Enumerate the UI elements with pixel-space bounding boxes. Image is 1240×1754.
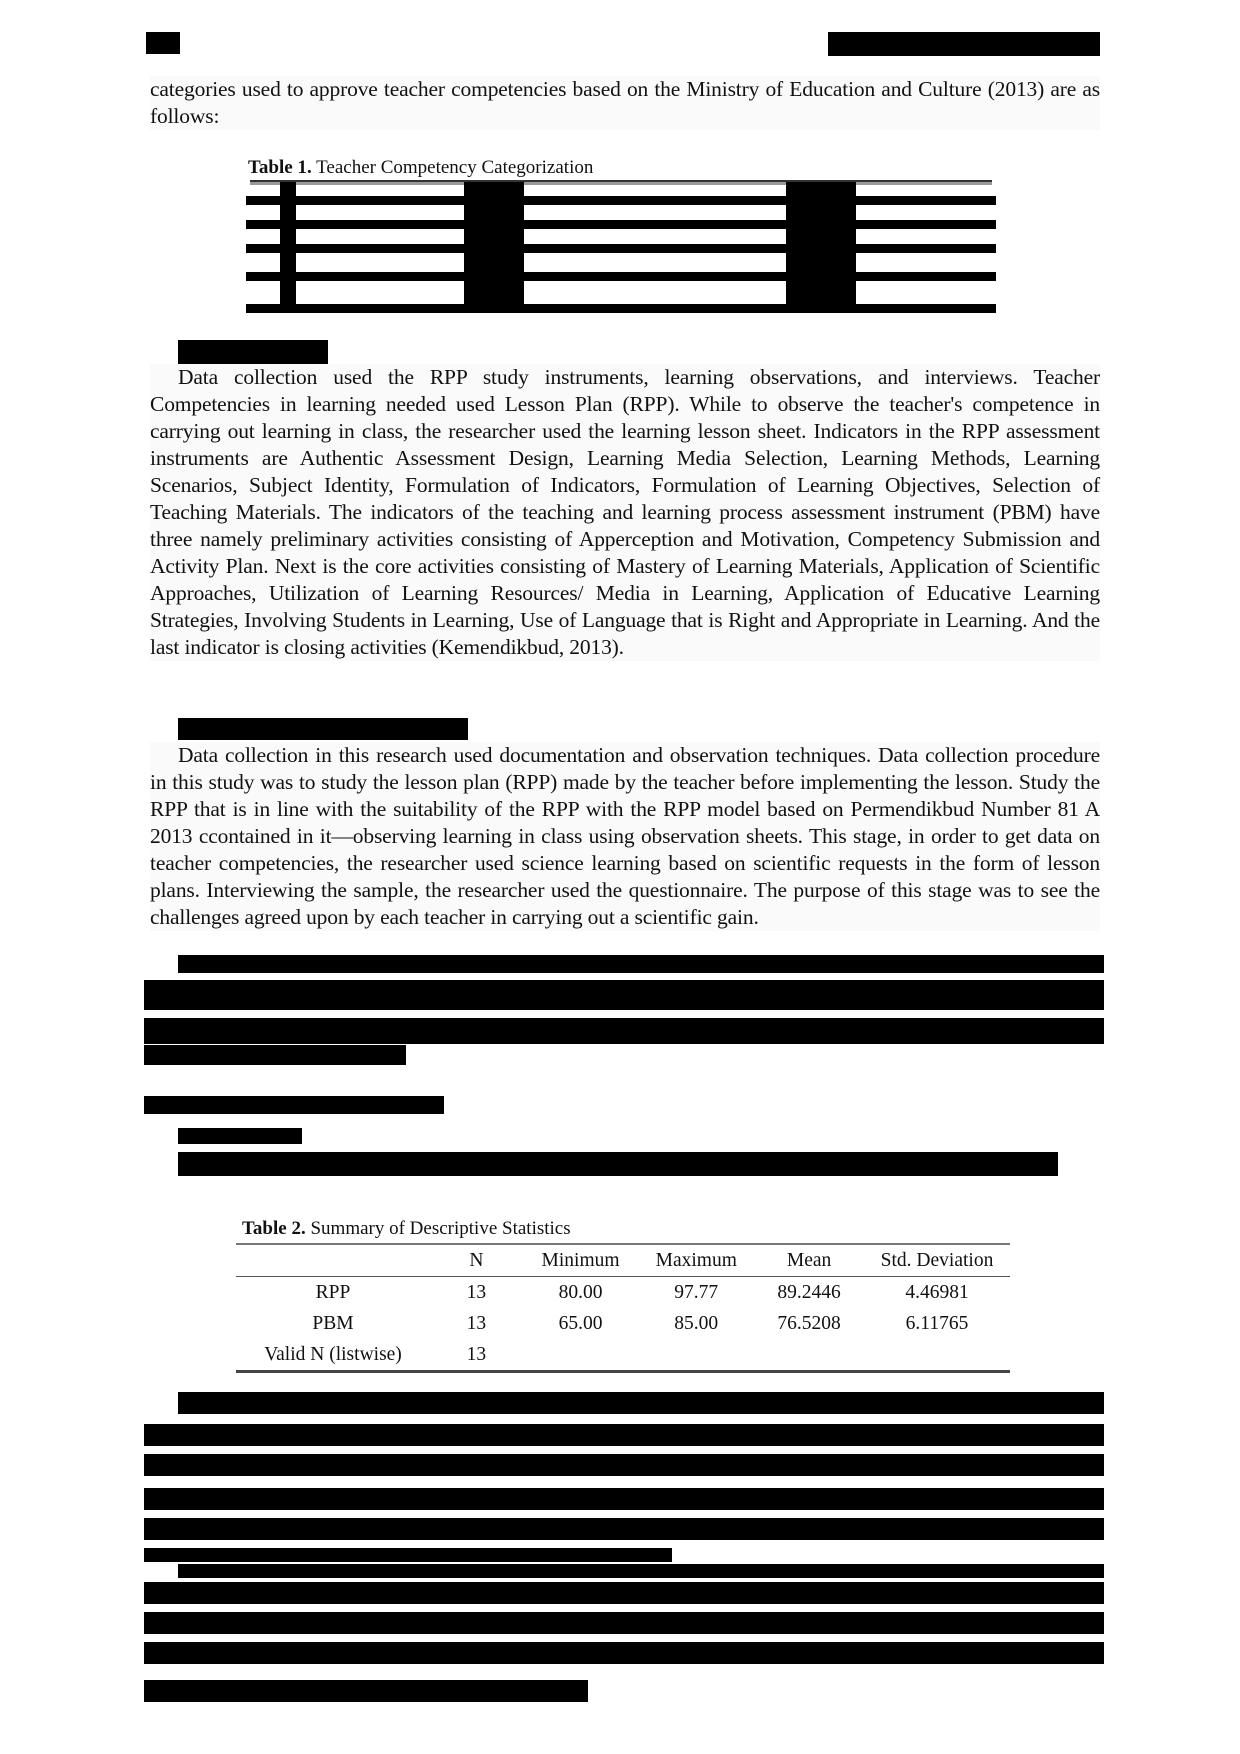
table-row (236, 1308, 1010, 1339)
collection-paragraph: Data collection in this research used documentation and observation techniques. Data collection procedure in this study was to study the lesson plan (RPP) made by the teacher before implementing the lesson. Study the RPP that is in line with the suitability of the RPP with the RPP model based on Permendikbud Number 81 A 2013 ccontained in it—observing learning in class using observation sheets. This stage, in order to get data on teacher competencies, the researcher used science learning based on scientific requests in the form of lesson plans. Interviewing the sample, the researcher used the questionnaire. The purpose of this stage was to see the challenges agreed upon by each teacher in carrying out a scientific gain. (150, 743, 1100, 929)
table2-caption-label: Table 2. (242, 1218, 306, 1239)
col-header-mean: Mean (754, 1244, 864, 1277)
table1-body-redacted (246, 182, 996, 315)
col-header-maximum: Maximum (638, 1244, 754, 1277)
col-header-n: N (430, 1244, 523, 1277)
table-row (236, 1277, 1010, 1309)
descriptive-statistics-table (236, 1243, 1010, 1373)
row-label: PBM (312, 1312, 354, 1334)
cell-n: 13 (466, 1312, 487, 1334)
col-header-label (236, 1244, 430, 1277)
cell-mean (754, 1339, 864, 1372)
cell-n: 13 (430, 1339, 523, 1372)
cell-minimum: 65.00 (558, 1312, 603, 1334)
cell-minimum: 80.00 (558, 1281, 603, 1303)
section-heading-results-redacted (144, 1096, 444, 1114)
cell-std-deviation: 6.11765 (905, 1312, 969, 1334)
subheading-results-redacted (178, 1128, 302, 1144)
instruments-paragraph: Data collection used the RPP study instruments, learning observations, and interviews. Teacher Competencies in learning needed used Lesson Plan (RPP). While to observe the teacher's competence in carrying out learning in class, the researcher used the learning lesson sheet. Indicators in the RPP assessment instruments are Authentic Assessment Design, Learning Media Selection, Learning Methods, Learning Scenarios, Subject Identity, Formulation of Indicators, Formulation of Learning Objectives, Selection of Teaching Materials. The indicators of the teaching and learning process assessment instrument (PBM) have three namely preliminary activities consisting of Apperception and Motivation, Competency Submission and Activity Plan. Next is the core activities consisting of Mastery of Learning Materials, Application of Scientific Approaches, Utilization of Learning Resources/ Media in Learning, Application of Educative Learning Strategies, Involving Students in Learning, Use of Language that is Right and Appropriate in Learning. And the last indicator is closing activities (Kemendikbud, 2013). (150, 365, 1100, 659)
table-row (236, 1339, 1010, 1372)
table1-caption-label: Table 1. (248, 157, 312, 178)
table-header-row (236, 1244, 1010, 1277)
cell-maximum (638, 1339, 754, 1372)
table2-caption-text: Summary of Descriptive Statistics (305, 1218, 571, 1239)
cell-mean: 76.5208 (777, 1312, 841, 1334)
row-label: RPP (315, 1281, 351, 1303)
page-number-redacted (146, 32, 180, 54)
cell-mean: 89.2446 (777, 1281, 841, 1303)
col-header-std-deviation: Std. Deviation (864, 1244, 1010, 1277)
section-heading-collection-redacted (178, 718, 468, 740)
table1-caption (248, 157, 593, 179)
section-heading-instruments-redacted (178, 340, 328, 364)
cell-maximum: 85.00 (674, 1312, 719, 1334)
redacted-paragraph-1 (144, 955, 1104, 1065)
cell-minimum (523, 1339, 639, 1372)
intro-paragraph: categories used to approve teacher competencies based on the Ministry of Education and Culture (2013) are as follows: (150, 77, 1100, 128)
cell-std-deviation (864, 1339, 1010, 1372)
table2-caption (242, 1218, 571, 1240)
cell-maximum: 97.77 (674, 1281, 719, 1303)
cell-std-deviation: 4.46981 (905, 1281, 969, 1303)
row-label: Valid N (listwise) (236, 1339, 430, 1372)
results-intro-redacted (178, 1152, 1058, 1176)
redacted-closing-paragraphs (144, 1392, 1104, 1702)
table1-caption-text: Teacher Competency Categorization (311, 157, 594, 178)
running-title-redacted (828, 32, 1100, 56)
cell-n: 13 (466, 1281, 487, 1303)
col-header-minimum: Minimum (523, 1244, 639, 1277)
